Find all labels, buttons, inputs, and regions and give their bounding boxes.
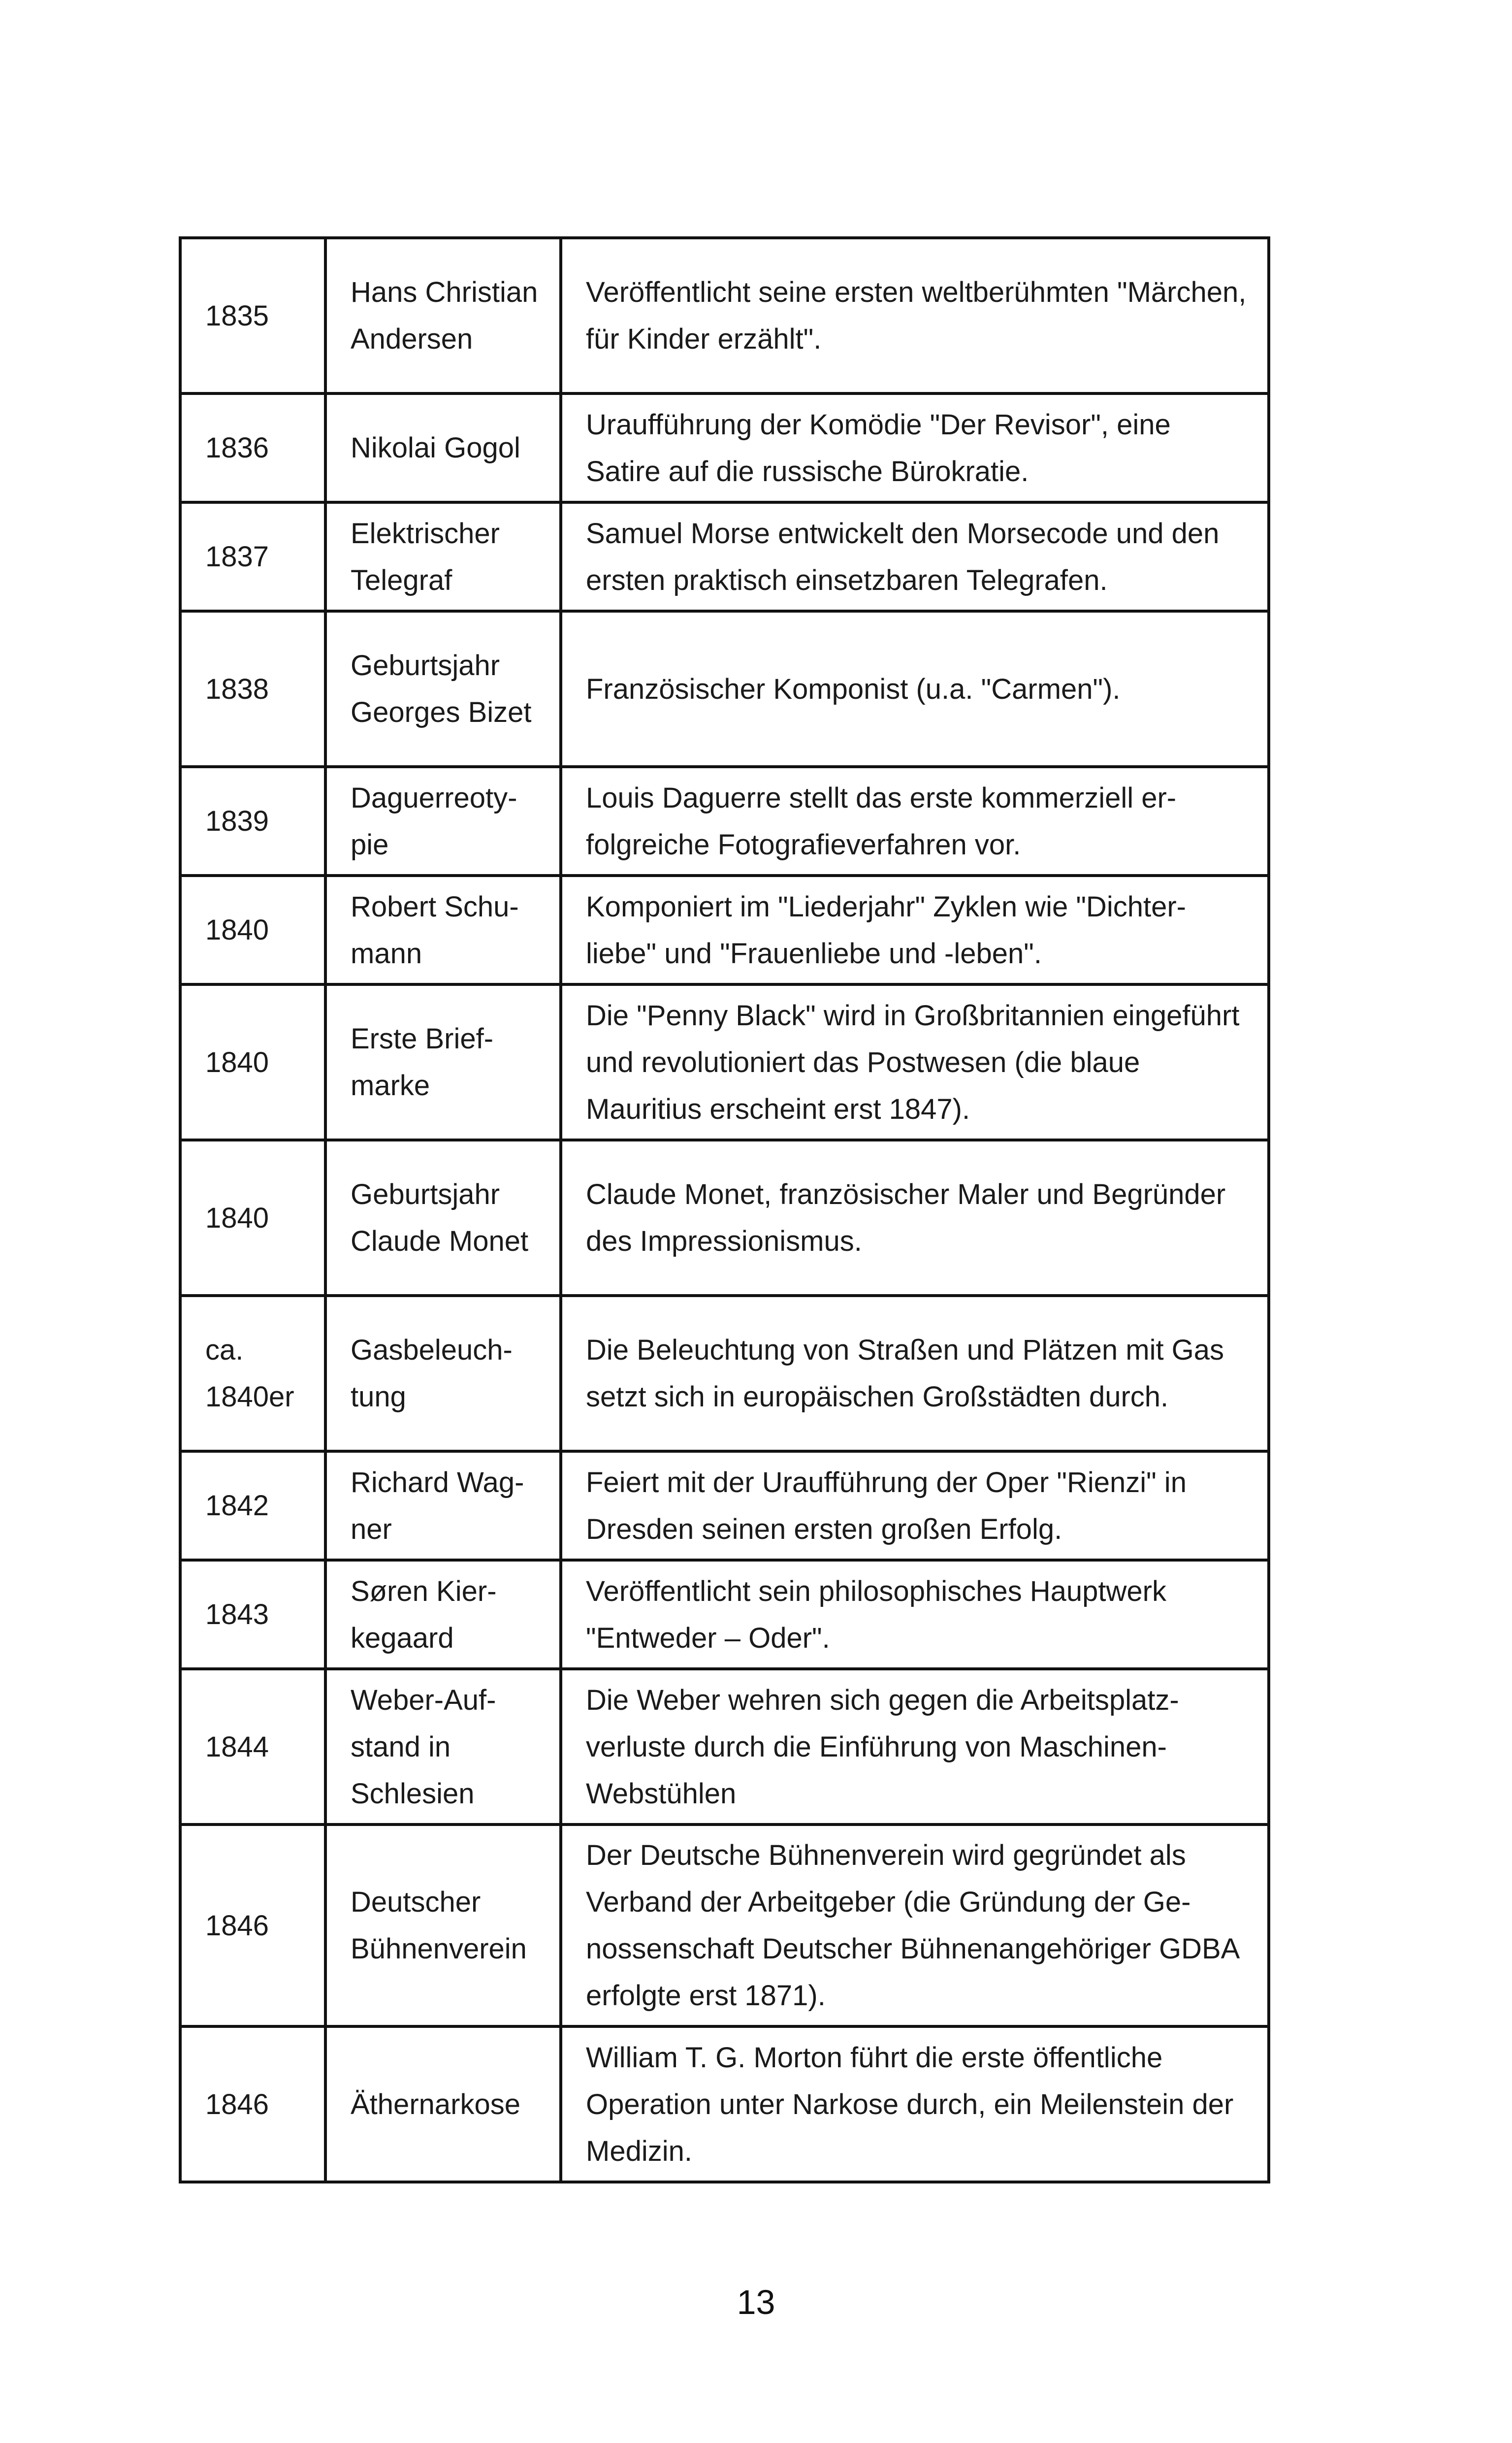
description-cell: Veröffentlicht seine ersten weltberühmten "Märchen, für Kinder erzählt". (561, 238, 1269, 393)
subject-cell: Robert Schumann (325, 876, 561, 984)
year-cell: 1839 (180, 767, 325, 876)
year-cell: 1840 (180, 876, 325, 984)
subject-cell: Weber-Aufstand in Schlesien (325, 1669, 561, 1824)
year-cell: 1843 (180, 1560, 325, 1669)
description-cell: Der Deutsche Bühnenverein wird gegründet als Verband der Arbeitgeber (die Gründung der Genossenschaft Deutscher Bühnenangehöriger GDBA erfolgte erst 1871). (561, 1824, 1269, 2026)
table-row (180, 1140, 1269, 1296)
subject-cell: Deutscher Bühnenverein (325, 1824, 561, 2026)
description-cell: Die Beleuchtung von Straßen und Plätzen mit Gas setzt sich in europäischen Großstädten durch. (561, 1296, 1269, 1451)
year-cell: ca. 1840er (180, 1296, 325, 1451)
year-cell: 1835 (180, 238, 325, 393)
subject-cell: Richard Wagner (325, 1451, 561, 1560)
timeline-body (180, 238, 1269, 2182)
table-row (180, 238, 1269, 393)
subject-cell: Søren Kierkegaard (325, 1560, 561, 1669)
page-number: 13 (737, 2283, 775, 2321)
subject-cell: Äthernarkose (325, 2026, 561, 2182)
description-cell: Claude Monet, französischer Maler und Begründer des Impressionismus. (561, 1140, 1269, 1296)
table-row (180, 876, 1269, 984)
description-cell: Veröffentlicht sein philosophisches Hauptwerk "Entweder – Oder". (561, 1560, 1269, 1669)
subject-cell: Geburtsjahr Claude Monet (325, 1140, 561, 1296)
subject-cell: Nikolai Gogol (325, 393, 561, 502)
subject-cell: Erste Briefmarke (325, 984, 561, 1140)
description-cell: Samuel Morse entwickelt den Morsecode und den ersten praktisch einsetzbaren Telegrafen. (561, 502, 1269, 611)
description-cell: Feiert mit der Uraufführung der Oper "Rienzi" in Dresden seinen ersten großen Erfolg. (561, 1451, 1269, 1560)
year-cell: 1840 (180, 1140, 325, 1296)
year-cell: 1840 (180, 984, 325, 1140)
subject-cell: Gasbeleuchtung (325, 1296, 561, 1451)
table-row (180, 984, 1269, 1140)
table-row (180, 1669, 1269, 1824)
table-row (180, 393, 1269, 502)
subject-cell: Elektrischer Telegraf (325, 502, 561, 611)
description-cell: William T. G. Morton führt die erste öffentliche Operation unter Narkose durch, ein Meilenstein der Medizin. (561, 2026, 1269, 2182)
description-cell: Die "Penny Black" wird in Großbritannien eingeführt und revolutioniert das Postwesen (die blaue Mauritius erscheint erst 1847). (561, 984, 1269, 1140)
year-cell: 1844 (180, 1669, 325, 1824)
table-row (180, 1824, 1269, 2026)
table-row (180, 767, 1269, 876)
description-cell: Uraufführung der Komödie "Der Revisor", eine Satire auf die russische Bürokratie. (561, 393, 1269, 502)
year-cell: 1846 (180, 1824, 325, 2026)
description-cell: Die Weber wehren sich gegen die Arbeitsplatzverluste durch die Einführung von Maschinen-Webstühlen (561, 1669, 1269, 1824)
year-cell: 1842 (180, 1451, 325, 1560)
subject-cell: Daguerreotypie (325, 767, 561, 876)
timeline-table (179, 236, 1270, 2183)
year-cell: 1846 (180, 2026, 325, 2182)
table-row (180, 611, 1269, 767)
table-row (180, 502, 1269, 611)
description-cell: Französischer Komponist (u.a. "Carmen"). (561, 611, 1269, 767)
table-row (180, 1296, 1269, 1451)
description-cell: Louis Daguerre stellt das erste kommerziell erfolgreiche Fotografieverfahren vor. (561, 767, 1269, 876)
year-cell: 1836 (180, 393, 325, 502)
subject-cell: Hans Christian Andersen (325, 238, 561, 393)
description-cell: Komponiert im "Liederjahr" Zyklen wie "Dichterliebe" und "Frauenliebe und -leben". (561, 876, 1269, 984)
table-row (180, 1451, 1269, 1560)
table-row (180, 1560, 1269, 1669)
year-cell: 1838 (180, 611, 325, 767)
table-row (180, 2026, 1269, 2182)
subject-cell: Geburtsjahr Georges Bizet (325, 611, 561, 767)
year-cell: 1837 (180, 502, 325, 611)
